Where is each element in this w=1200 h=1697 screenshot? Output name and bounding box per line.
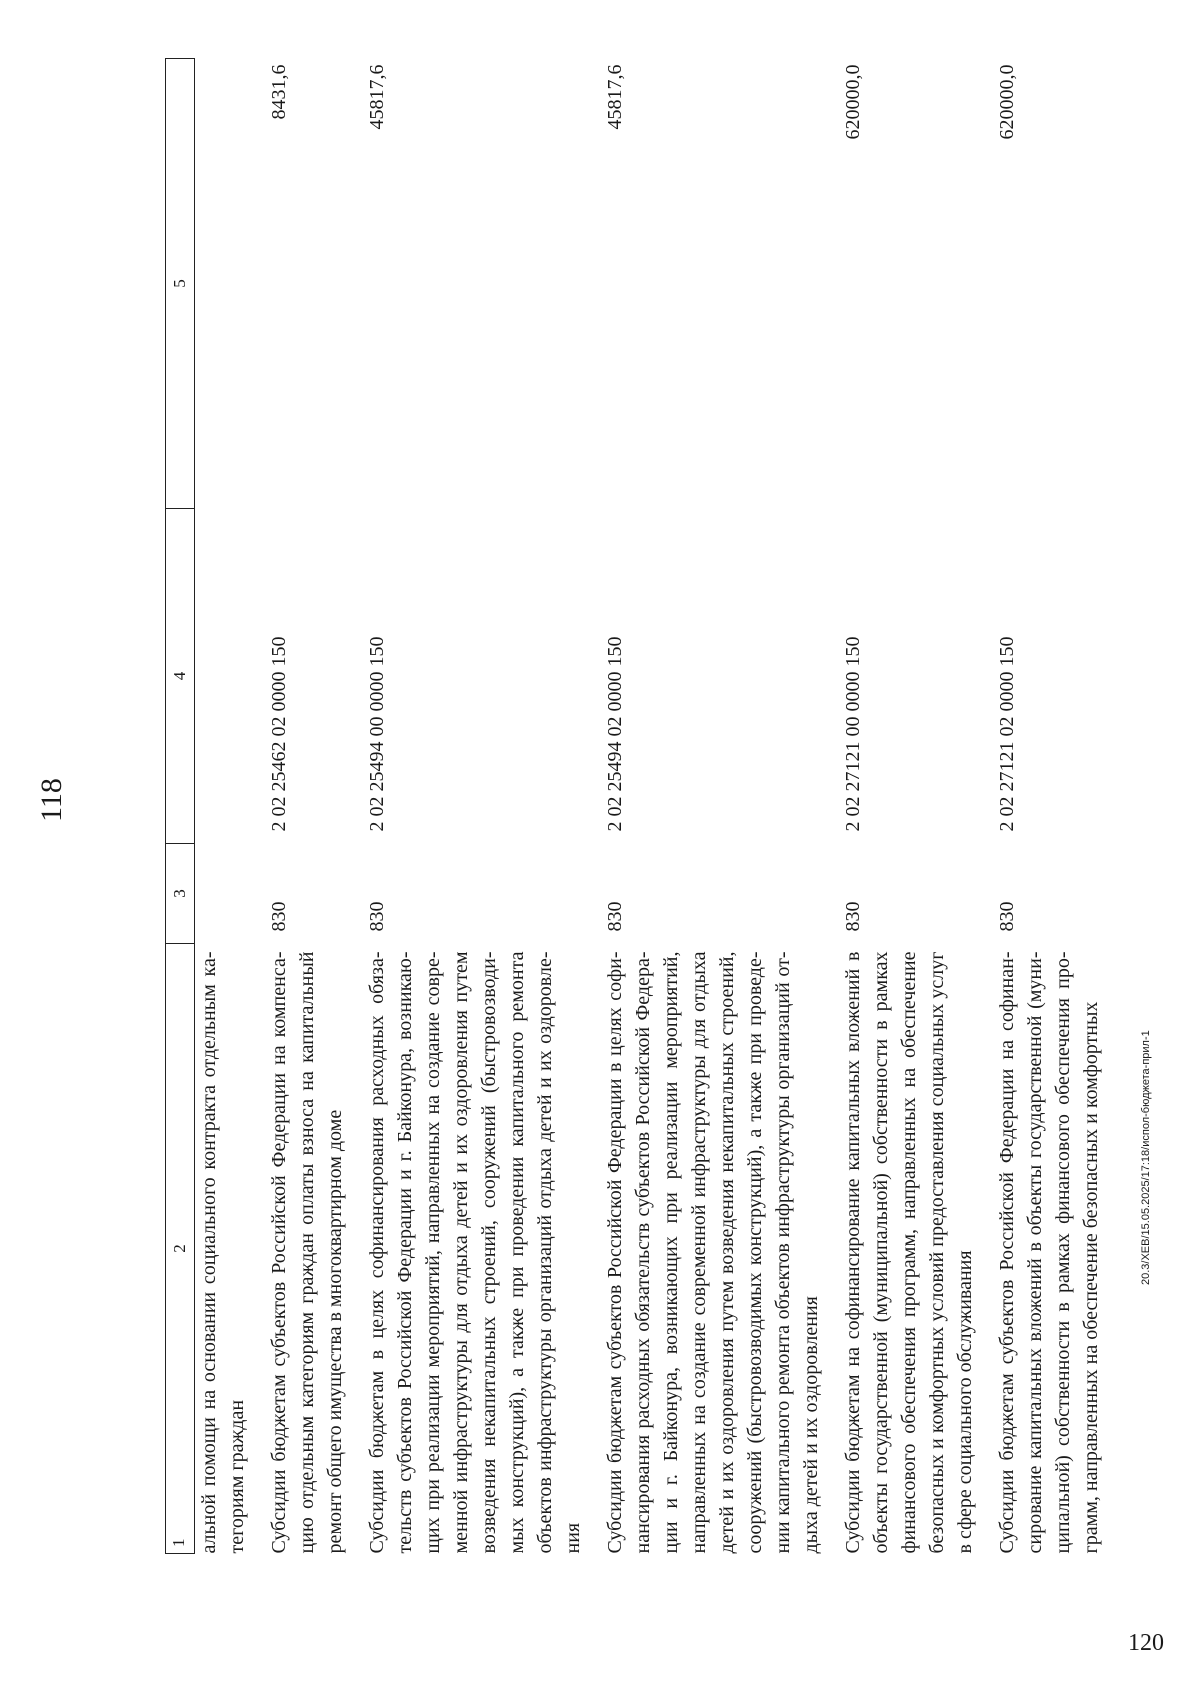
row-budget-code: [195, 509, 266, 844]
row-admin-code: 830: [268, 901, 290, 932]
row-amount: 45817,6: [366, 64, 388, 130]
column-header: [166, 944, 195, 1554]
row-admin-code: 830: [604, 901, 626, 932]
document-footer-code: 20.3/ХЕВ/15.05.2025/17:18/испол-бюджета-прил-1: [1140, 1030, 1152, 1285]
row-amount: 45817,6: [604, 64, 626, 130]
table-header-row: [166, 59, 195, 1554]
row-budget-code: 2 02 25462 02 0000 150: [268, 636, 290, 832]
row-admin-code: 830: [842, 901, 864, 932]
row-description: Субсидии бюджетам в целях софинансирования расходных обяза- тельств субъектов Российской Федерации и г. Байконура, возникаю- щих при реализации мероприятий, направленных на создание совре- менной инфраструктуры для отдыха детей и их оздоровления путем возведения некапитальных строений, сооружений (быстровозводи- мых конструкций), а также при проведении капитального ремонта объектов инфраструктуры организаций отдыха детей и их оздоровле- ния: [366, 951, 584, 1554]
table-row: [363, 59, 601, 1554]
column-header-5: 5: [166, 59, 195, 509]
row-budget-code: 2 02 25494 00 0000 150: [366, 636, 388, 832]
row-description: Субсидии бюджетам субъектов Российской Федерации в целях софи- нансирования расходных обязательств субъектов Российской Федера- ции и г. Байконура, возникающих при реализации мероприятий, направленных на создание современной инфраструктуры для отдыха детей и их оздоровления путем возведения некапитальных строений, сооружений (быстровозводимых конструкций), а также при проведе- нии капитального ремонта объектов инфраструктуры организаций от- дыха детей и их оздоровления: [604, 951, 822, 1554]
row-description: Субсидии бюджетам на софинансирование капитальных вложений в объекты государственной (муниципальной) собственности в рамках финансового обеспечения программ, направленных на обеспечение безопасных и комфортных условий предоставления социальных услуг в сфере социального обслуживания: [842, 951, 976, 1554]
row-amount: 8431,6: [268, 64, 290, 120]
row-description: Субсидии бюджетам субъектов Российской Федерации на софинан- сирование капитальных вложений в объекты государственной (муни- ципальной) собственности в рамках финансового обеспечения про- грамм, направленных на обеспечение безопасных и комфортных: [996, 951, 1102, 1554]
row-amount: [195, 59, 266, 509]
row-description: альной помощи на основании социального контракта отдельным ка- тегориям граждан: [198, 951, 248, 1554]
column-header-4: 4: [166, 509, 195, 844]
row-admin-code: 830: [366, 901, 388, 932]
row-budget-code: 2 02 25494 02 0000 150: [604, 636, 626, 832]
rotated-page: [0, 30, 1200, 1570]
corner-page-number: 120: [1128, 1630, 1164, 1656]
row-amount: 620000,0: [842, 64, 864, 140]
row-budget-code: 2 02 27121 02 0000 150: [996, 636, 1018, 832]
column-header-2: 2: [170, 1244, 189, 1253]
row-budget-code: 2 02 27121 00 0000 150: [842, 636, 864, 832]
page-number: 118: [35, 778, 68, 822]
budget-table: [165, 58, 1119, 1554]
column-header-1: 1: [169, 1538, 188, 1547]
table-row: [839, 59, 993, 1554]
row-admin-code: [195, 844, 266, 944]
row-admin-code: 830: [996, 901, 1018, 932]
row-description: Субсидии бюджетам субъектов Российской Федерации на компенса- цию отдельным категориям граждан оплаты взноса на капитальный ремонт общего имущества в многоквартирном доме: [268, 951, 346, 1554]
table-row: [601, 59, 839, 1554]
table-row: [993, 59, 1119, 1554]
table-row: [265, 59, 363, 1554]
column-header-3: 3: [166, 844, 195, 944]
table-row: [195, 59, 266, 1554]
row-amount: 620000,0: [996, 64, 1018, 140]
